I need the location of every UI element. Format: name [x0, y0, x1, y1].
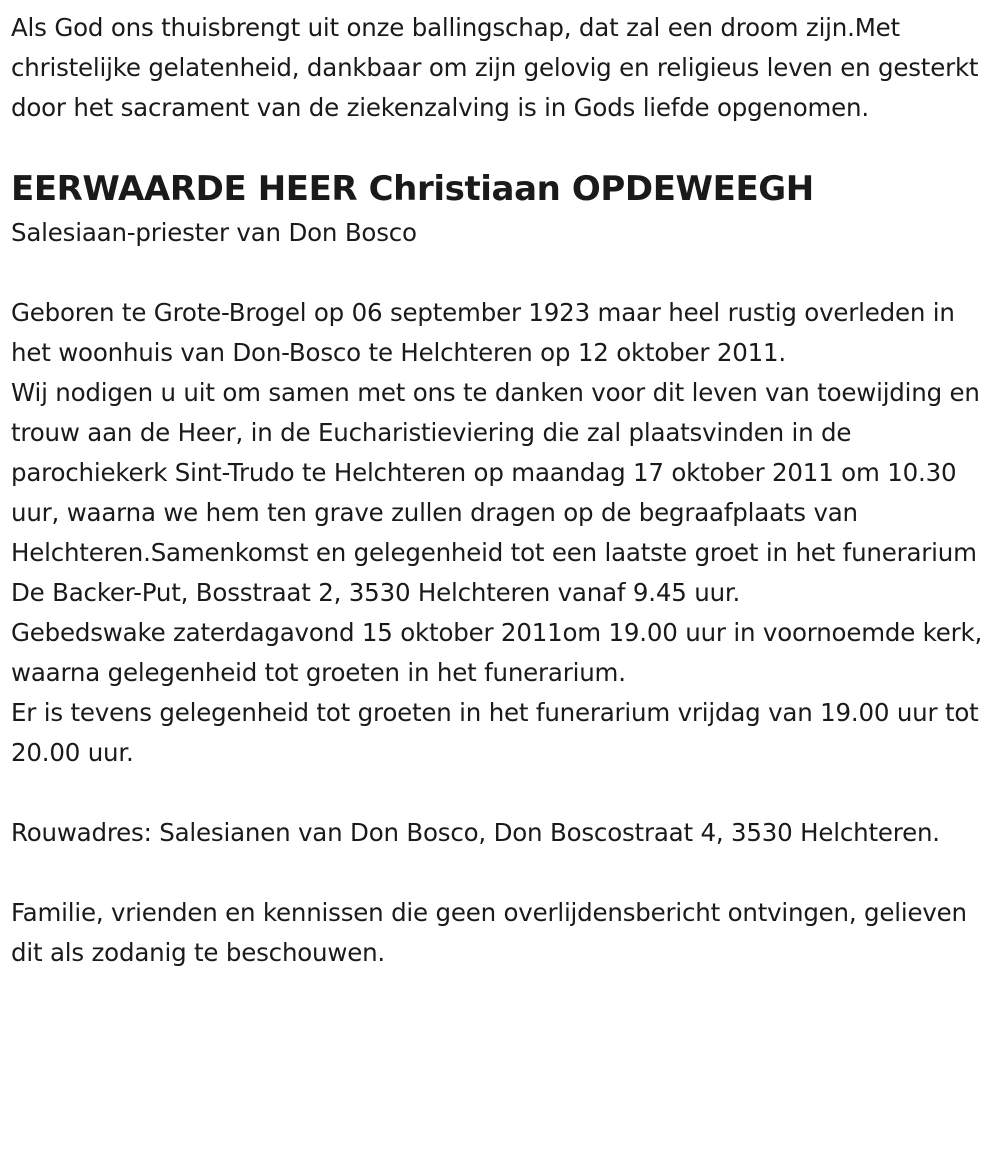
- obituary-document: [11, 8, 996, 973]
- closing-paragraph: Familie, vrienden en kennissen die geen overlijdensbericht ontvingen, gelieven dit als zodanig te beschouwen.: [11, 898, 967, 967]
- intro-paragraph: Als God ons thuisbrengt uit onze ballingschap, dat zal een droom zijn.Met christelijke gelatenheid, dankbaar om zijn gelovig en religieus leven en gesterkt door het sacrament van de ziekenzalving is in Gods liefde opgenomen.: [11, 13, 979, 122]
- spacer: [11, 853, 996, 893]
- mourning-address-paragraph: Rouwadres: Salesianen van Don Bosco, Don Boscostraat 4, 3530 Helchteren.: [11, 818, 940, 847]
- deceased-name-heading: EERWAARDE HEER Christiaan OPDEWEEGH: [11, 169, 814, 209]
- birth-death-paragraph: Geboren te Grote-Brogel op 06 september 1923 maar heel rustig overleden in het woonhuis van Don-Bosco te Helchteren op 12 oktober 2011.: [11, 298, 955, 367]
- deceased-subtitle: Salesiaan-priester van Don Bosco: [11, 218, 417, 247]
- spacer: [11, 253, 996, 293]
- vigil-paragraph: Gebedswake zaterdagavond 15 oktober 2011om 19.00 uur in voornoemde kerk, waarna gelegenheid tot groeten in het funerarium.: [11, 618, 983, 687]
- spacer: [11, 773, 996, 813]
- viewing-paragraph: Er is tevens gelegenheid tot groeten in het funerarium vrijdag van 19.00 uur tot 20.00 uur.: [11, 698, 979, 767]
- invitation-paragraph: Wij nodigen u uit om samen met ons te danken voor dit leven van toewijding en trouw aan de Heer, in de Eucharistieviering die zal plaatsvinden in de parochiekerk Sint-Trudo te Helchteren op maandag 17 oktober 2011 om 10.30 uur, waarna we hem ten grave zullen dragen op de begraafplaats van Helchteren.Samenkomst en gelegenheid tot een laatste groet in het funerarium De Backer-Put, Bosstraat 2, 3530 Helchteren vanaf 9.45 uur.: [11, 378, 980, 607]
